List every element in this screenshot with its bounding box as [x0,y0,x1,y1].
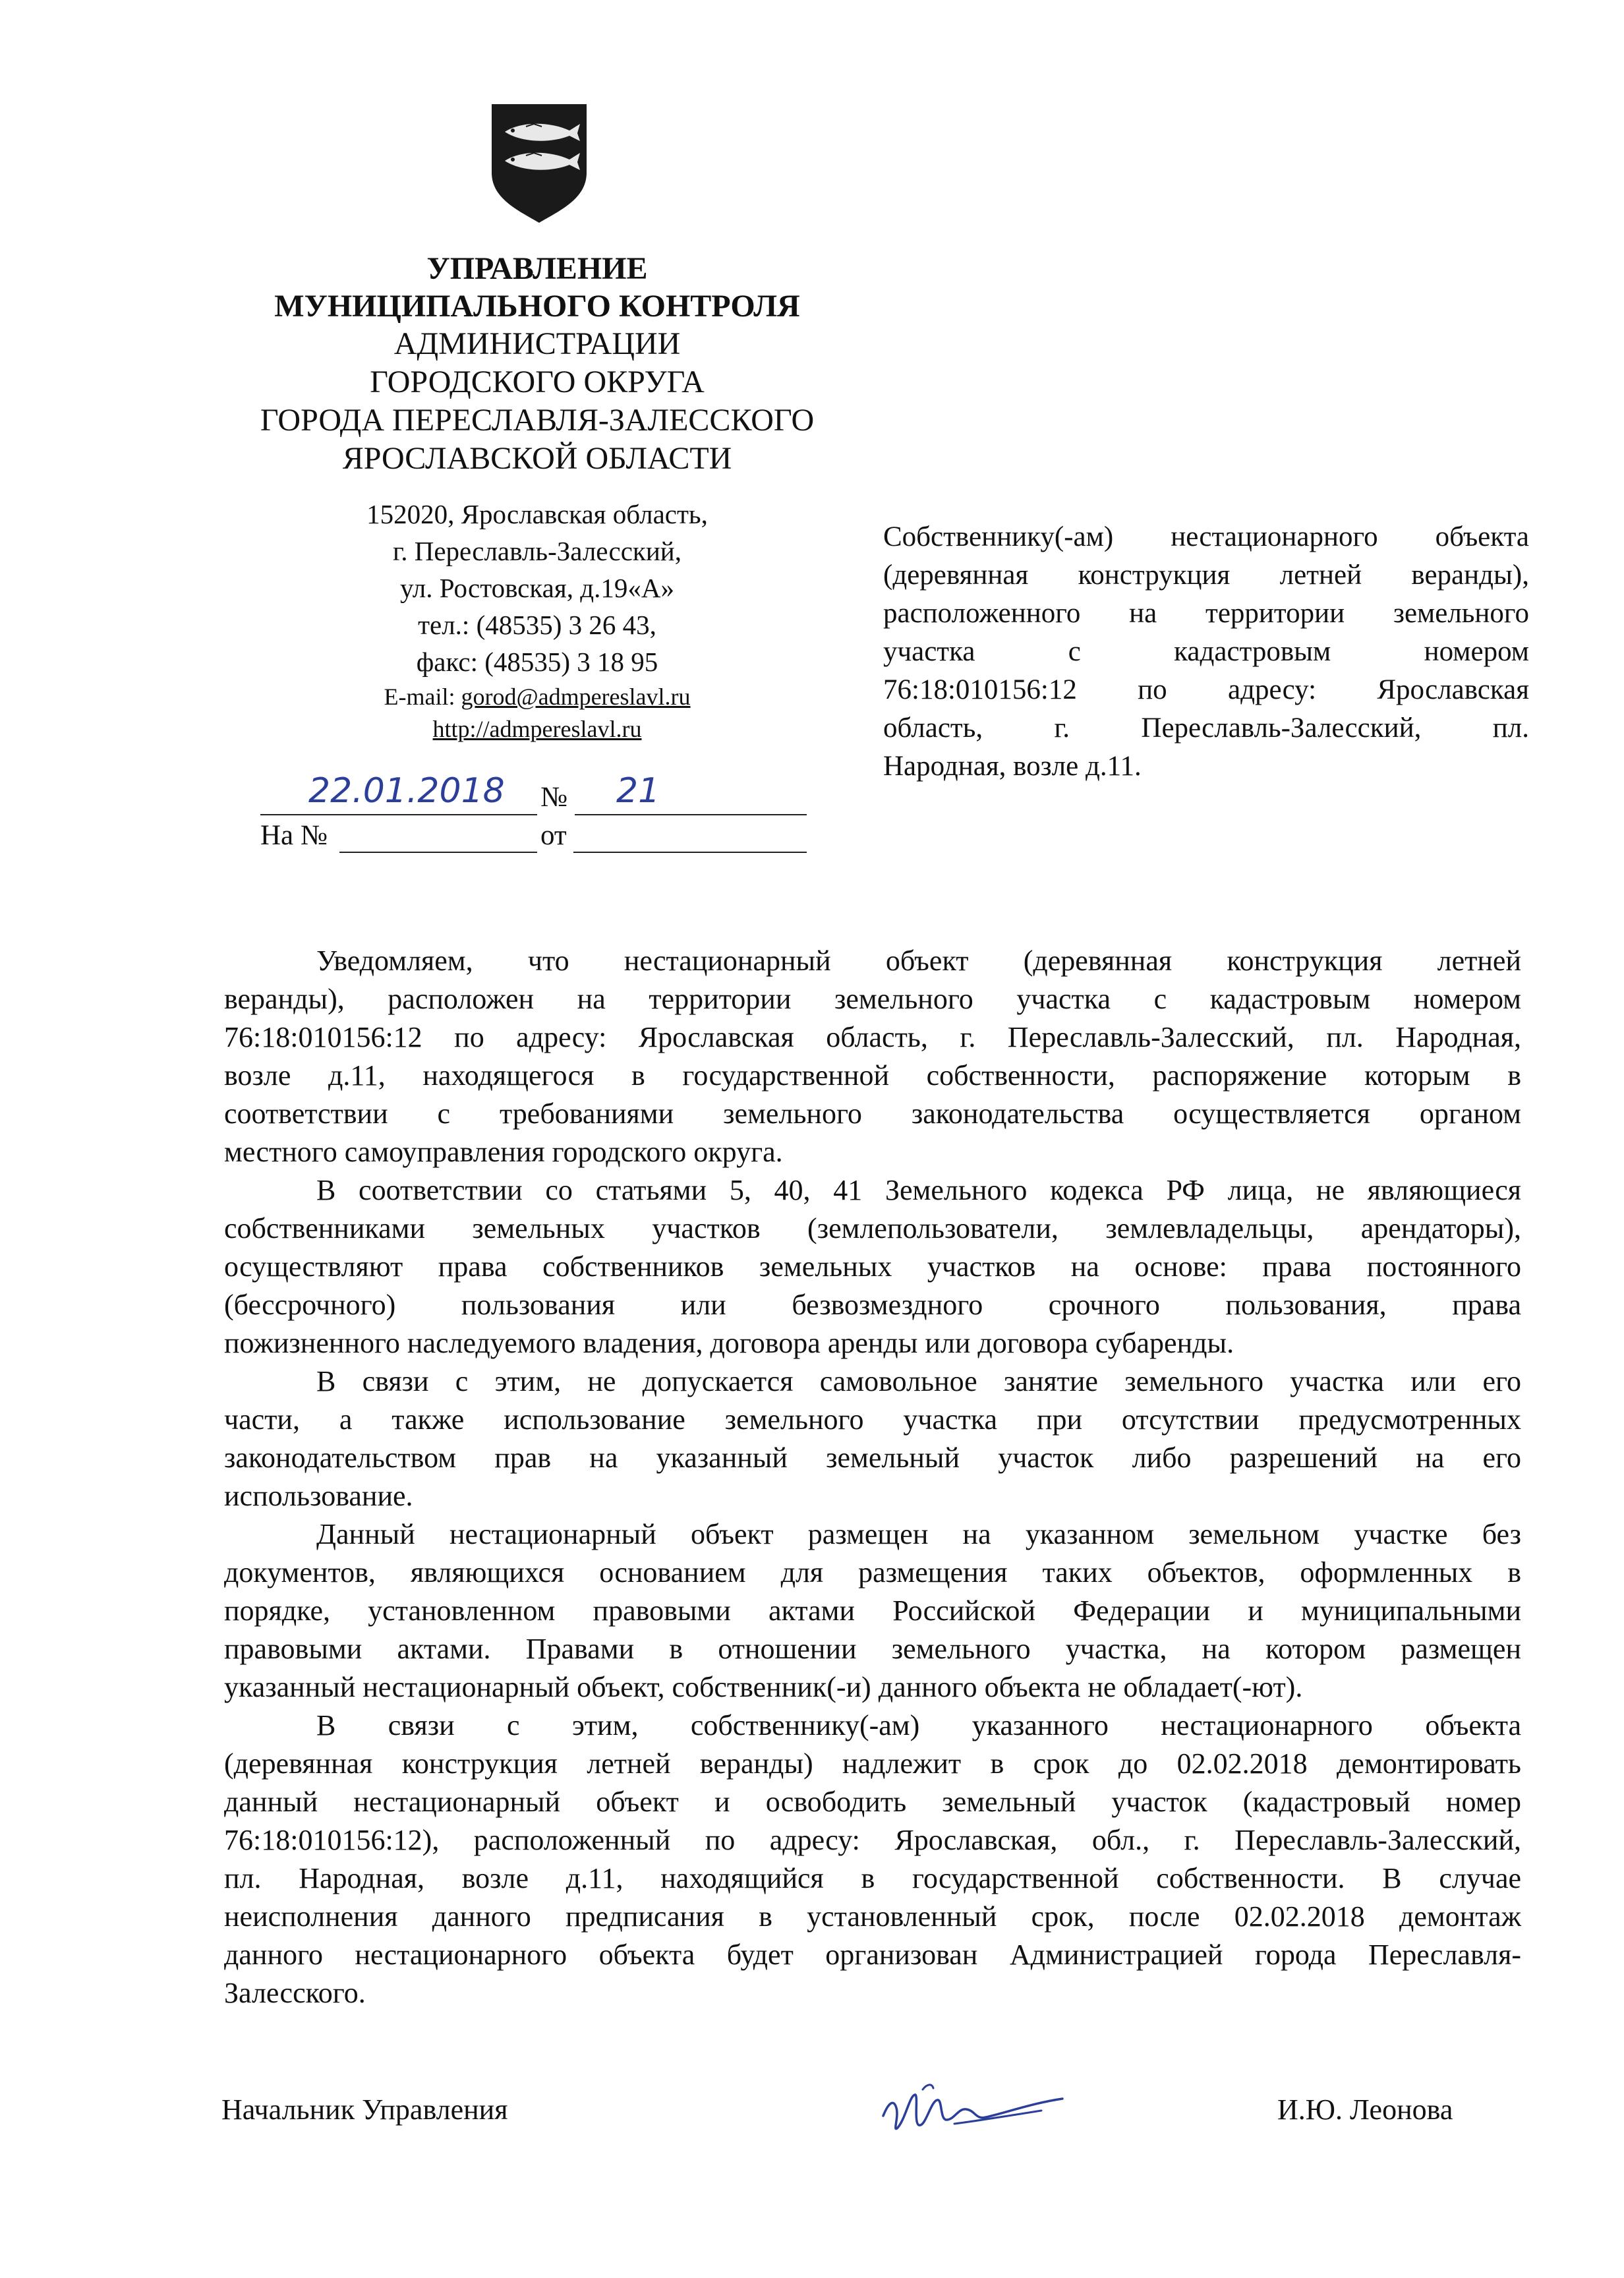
website-link[interactable]: http://admpereslavl.ru [432,716,642,742]
email-link[interactable]: gorod@admpereslavl.ru [461,684,691,710]
body-line: (деревянная конструкция летней веранды) надлежит в срок до 02.02.2018 демонтировать [224,1747,1521,1780]
body-line: правовыми актами. Правами в отношении земельного участка, на котором размещен [224,1633,1521,1665]
from-label: от [540,820,567,851]
body-line: 76:18:010156:12), расположенный по адресу: Ярославская, обл., г. Переславль-Залесский, [224,1824,1521,1856]
recipient-line-5: 76:18:010156:12 по адресу: Ярославская [883,674,1529,705]
recipient-line-6: область, г. Переславль-Залесский, пл. [883,713,1529,744]
phone-line: тел.: (48535) 3 26 43, [418,610,656,640]
recipient-line-2: (деревянная конструкция летней веранды), [883,560,1529,591]
from-underline [573,852,807,853]
date-underline [260,814,537,815]
org-title-line-2: МУНИЦИПАЛЬНОГО КОНТРОЛЯ [274,289,800,324]
body-line: местного самоуправления городского округа. [224,1136,783,1168]
body-line: данного нестационарного объекта будет организован Администрацией города Переславля- [224,1939,1521,1971]
body-line: возле д.11, находящегося в государственной собственности, распоряжение которым в [224,1059,1521,1092]
recipient-line-4: участка с кадастровым номером [883,636,1529,667]
body-line: данный нестационарный объект и освободить земельный участок (кадастровый номер [224,1786,1521,1818]
fax-line: факс: (48535) 3 18 95 [416,647,658,677]
body-line: документов, являющихся основанием для размещения таких объектов, оформленных в [224,1556,1521,1589]
address-line-1: 152020, Ярославская область, [366,499,708,529]
body-line: неисполнения данного предписания в установленный срок, после 02.02.2018 демонтаж [224,1900,1521,1933]
body-line: Залесского. [224,1977,366,2009]
org-subtitle-line-4: ЯРОСЛАВСКОЙ ОБЛАСТИ [342,441,732,476]
handwritten-date: 22.01.2018 [308,771,505,811]
coat-of-arms-icon [486,100,592,225]
body-line: пл. Народная, возле д.11, находящийся в государственной собственности. В случае [224,1862,1521,1894]
body-line: использование. [224,1480,413,1512]
recipient-line-7: Народная, возле д.11. [883,751,1142,782]
handwritten-number: 21 [616,771,660,811]
body-line: собственниками земельных участков (землепользователи, землевладельцы, арендаторы), [224,1212,1521,1244]
body-line: В связи с этим, не допускается самовольное занятие земельного участка или его [316,1365,1521,1397]
recipient-line-3: расположенного на территории земельного [883,598,1529,629]
in-reply-label: На № [260,820,328,851]
address-line-3: ул. Ростовская, д.19«А» [400,573,674,603]
body-line: 76:18:010156:12 по адресу: Ярославская область, г. Переславль-Залесский, пл. Народная, [224,1021,1521,1053]
recipient-line-1: Собственнику(-ам) нестационарного объекта [883,521,1529,552]
body-line: законодательством прав на указанный земельный участок либо разрешений на его [224,1442,1521,1474]
org-subtitle-line-1: АДМИНИСТРАЦИИ [393,326,681,361]
signer-position: Начальник Управления [221,2093,508,2126]
body-line: Данный нестационарный объект размещен на указанном земельном участке без [316,1518,1521,1550]
email-line [277,683,798,711]
number-label: № [540,782,568,813]
address-line-2: г. Переславль-Залесский, [393,536,682,566]
email-label: E-mail: [384,684,461,710]
org-title-line-1: УПРАВЛЕНИЕ [426,251,648,286]
handwritten-signature [877,2076,1068,2149]
signer-name: И.Ю. Леонова [1277,2093,1453,2126]
body-line: осуществляют права собственников земельных участков на основе: права постоянного [224,1250,1521,1283]
body-line: части, а также использование земельного участка при отсутствии предусмотренных [224,1403,1521,1436]
body-line: Уведомляем, что нестационарный объект (деревянная конструкция летней [316,945,1521,977]
number-underline [575,814,807,815]
org-subtitle-line-3: ГОРОДА ПЕРЕСЛАВЛЯ-ЗАЛЕССКОГО [260,403,815,438]
body-line: пожизненного наследуемого владения, договора аренды или договора субаренды. [224,1327,1234,1359]
body-line: (бессрочного) пользования или безвозмездного срочного пользования, права [224,1289,1521,1321]
body-line: веранды), расположен на территории земельного участка с кадастровым номером [224,983,1521,1015]
in-reply-underline [339,852,537,853]
body-line: указанный нестационарный объект, собственник(-и) данного объекта не обладает(-ют). [224,1671,1303,1703]
body-line: В связи с этим, собственнику(-ам) указанного нестационарного объекта [316,1709,1521,1741]
body-line: соответствии с требованиями земельного законодательства осуществляется органом [224,1097,1521,1130]
body-line: В соответствии со статьями 5, 40, 41 Земельного кодекса РФ лица, не являющиеся [316,1174,1521,1206]
body-line: порядке, установленном правовыми актами Российской Федерации и муниципальными [224,1594,1521,1627]
org-subtitle-line-2: ГОРОДСКОГО ОКРУГА [370,365,705,399]
website-line [277,715,798,743]
